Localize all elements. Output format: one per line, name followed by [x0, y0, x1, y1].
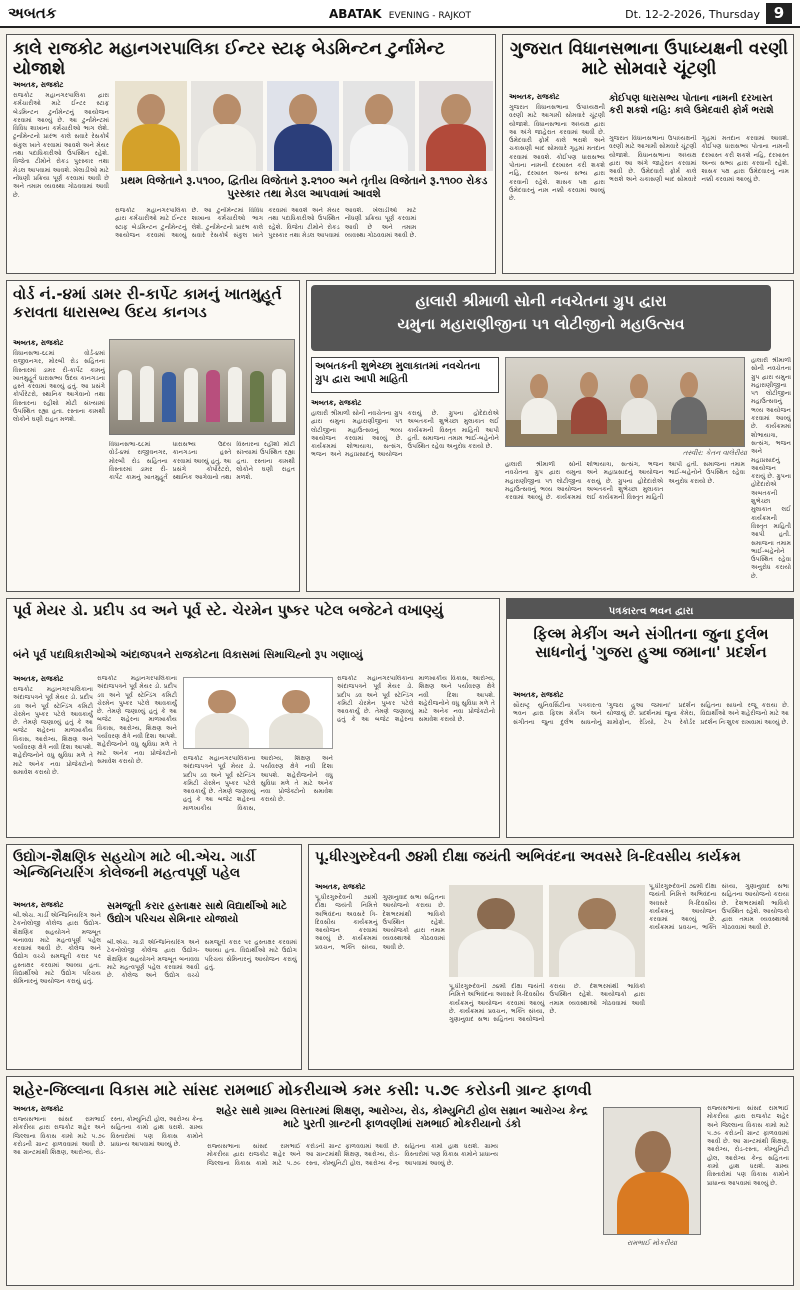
- story-badminton-subhead: પ્રથમ વિજેતાને રૂ.૫૧૦૦, દ્વિતીય વિજેતાને રૂ.૨૧૦૦ અને તૃતીય વિજેતાને રૂ.૧૧૦૦ રોકડ પુરસ્કાર તથા મેડલ આપવામાં આવશે: [120, 175, 488, 201]
- story-navchetna-col: [311, 399, 499, 585]
- story-navchetna-headline-1: હાલારી શ્રીમાળી સોની નવચેતના ગ્રુપ દ્વારા: [415, 292, 667, 310]
- story-mokariya-col: [13, 1105, 203, 1281]
- story-ward-photo: [109, 339, 295, 435]
- story-navchetna-headline-2: યમુના મહારાણીજીના ૫૧ લોટીજીનો મહાઉત્સવ: [397, 315, 685, 333]
- story-budget-body: રાજકોટ મહાનગરપાલિકાના અંદાજપત્રને પૂર્વ મેયર ડો. પ્રદીપ ડવ અને પૂર્વ સ્ટેન્ડિંગ કમિટી ચેરમેન પુષ્કર પટેલે આવકાર્યું છે. તેમણે જણાવ્યું હતું કે આ બજેટ શહેરના માળખાકીય વિકાસ, આરોગ્ય, શિક્ષણ અને પર્યાવરણ ક્ષેત્રે નવી દિશા આપશે. શહેરીજનોને વધુ સુવિધા મળે તે માટે અનેક નવા પ્રોજેક્ટોનો સમાવેશ કરાયો છે.: [13, 686, 93, 776]
- story-navchetna: [306, 280, 794, 592]
- story-mokariya-body-cont: રાજ્યસભાના સાંસદ રામભાઈ મોકરીયા દ્વારા રાજકોટ શહેર અને જિલ્લાના વિકાસ કામો માટે ૫.૭૯ કરોડની ગ્રાન્ટ ફાળવવામાં આવી છે. આ ગ્રાન્ટમાંથી શિક્ષણ, આરોગ્ય, રોડ-રસ્તા, કોમ્યુનિટી હોલ, આરોગ્ય કેન્દ્ર સહિતના કામો હાથ ધરાશે. ગ્રામ્ય વિસ્તારોમાં પણ વિકાસ કામોને પ્રાધાન્ય આપવામાં આવ્યું છે.: [207, 1143, 499, 1167]
- story-navchetna-box: [311, 357, 499, 393]
- masthead-date: Dt. 12-2-2026, Thursday: [625, 8, 760, 21]
- story-dhirgurudev-col: [315, 883, 445, 1065]
- story-budget-portraits: [183, 677, 333, 749]
- story-budget-headline: પૂર્વ મેયર ડો. પ્રદીપ ડવ અને પૂર્વ સ્ટે. ચેરમેન પુષ્કર પટેલ બજેટને વખાણ્યું: [13, 603, 444, 619]
- story-ward-dateline: અબતક, રાજકોટ: [13, 339, 64, 347]
- story-navchetna-right-col: હાલારી શ્રીમાળી સોની નવચેતના ગ્રુપ દ્વારા યમુના મહારાણીજીના ૫૧ લોટીજીના મહાઉત્સવનું ભવ્ય આયોજન કરવામાં આવ્યું છે. કાર્યક્રમમાં શોભાયાત્રા, સત્સંગ, ભજન અને મહાપ્રસાદનું આયોજન કરાયું છે. ગ્રુપના હોદેદારોએ અબતકની શુભેચ્છા મુલાકાત લઈ કાર્યક્રમની વિસ્તૃત માહિતી આપી હતી. સમાજના તમામ ભાઈ-બહેનોને ઉપસ્થિત રહેવા અનુરોધ કરાયો છે.: [751, 357, 791, 580]
- story-badminton-left-col: [13, 81, 109, 267]
- story-budget: [6, 598, 500, 838]
- story-badminton: [6, 34, 496, 274]
- story-ward: [6, 280, 300, 592]
- story-navchetna-banner: [311, 285, 771, 351]
- story-assembly-headline: ગુજરાત વિધાનસભાના ઉપાધ્યક્ષની વરણી માટે સોમવારે ચૂંટણી: [510, 39, 788, 80]
- page-number: 9: [766, 3, 792, 24]
- story-assembly-body-cont: ગુજરાત વિધાનસભાના ઉપાધ્યક્ષની વરણી માટે આગામી સોમવારે ચૂંટણી યોજાશે. વિધાનસભાના અધ્યક્ષ દ્વારા આ અંગે જાહેરાત કરવામાં આવી છે. ઉમેદવારી ફોર્મ કાલે ભરાશે અને ચકાસણી બાદ સોમવારે ગૃહમાં મતદાન કરવામાં આવશે. કોઈપણ ધારાસભ્ય પોતાના નામની દરખાસ્ત કરી શકશે નહિ, દરખાસ્ત અન્ય સભ્ય દ્વારા કરવાની રહેશે. શાસક પક્ષ દ્વારા ઉમેદવારનું નામ નક્કી કરવામાં આવ્યું છે.: [609, 135, 789, 184]
- story-ward-body-cont: વિધાનસભા-૬૮માં વોર્ડ-૪માં રાજીવનગર, મોરબી રોડ સહિતના વિસ્તારમાં ડામર રી-કાર્પેટ કામનું ખાતમુહૂર્ત ધારાસભ્ય ઉદય કાનગડના હસ્તે કરવામાં આવ્યું હતું. આ પ્રસંગે કોર્પોરેટરો, સ્થાનિક આગેવાનો તથા વિસ્તારના રહીશો મોટી સંખ્યામાં ઉપસ્થિત રહ્યા હતા. રસ્તાના કામથી લોકોને ઘણી રાહત મળશે.: [109, 441, 295, 482]
- masthead-title-text: ABATAK: [328, 7, 382, 21]
- story-gardi-headline: ઉદ્યોગ-શૈક્ષણિક સહયોગ માટે બી.એચ. ગાર્ડી એન્જિનિયરિંગ કોલેજની મહત્વપૂર્ણ પહેલ: [13, 849, 255, 882]
- story-exhibition-col: [513, 691, 789, 833]
- story-mokariya: [6, 1076, 794, 1286]
- story-gardi-body-cont: બી.એચ. ગાર્ડી એન્જિનિયરિંગ અને ટેકનોલોજી કોલેજ દ્વારા ઉદ્યોગ-શૈક્ષણિક સહયોગને મજબૂત બનાવવા માટે મહત્વપૂર્ણ પહેલ કરવામાં આવી છે. કોલેજ અને ઉદ્યોગ વચ્ચે સમજૂતી કરાર પર હસ્તાક્ષર કરવામાં આવ્યા હતા. વિદ્યાર્થીઓ માટે ઉદ્યોગ પરિચય સેમિનારનું આયોજન કરાયું હતું.: [107, 939, 297, 980]
- story-exhibition-dateline: અબતક, રાજકોટ: [513, 691, 564, 699]
- story-dhirgurudev: [308, 844, 794, 1070]
- story-exhibition-kicker: [507, 599, 794, 619]
- story-budget-dateline: અબતક, રાજકોટ: [13, 675, 64, 683]
- story-mokariya-photo: [603, 1107, 701, 1235]
- story-budget-body-right: રાજકોટ મહાનગરપાલિકાના અંદાજપત્રને પૂર્વ મેયર ડો. પ્રદીપ ડવ અને પૂર્વ સ્ટેન્ડિંગ કમિટી ચેરમેન પુષ્કર પટેલે આવકાર્યું છે. તેમણે જણાવ્યું હતું કે આ બજેટ શહેરના માળખાકીય વિકાસ, આરોગ્ય, શિક્ષણ અને પર્યાવરણ ક્ષેત્રે નવી દિશા આપશે. શહેરીજનોને વધુ સુવિધા મળે તે માટે અનેક નવા પ્રોજેક્ટોનો સમાવેશ કરાયો છે.: [337, 675, 495, 724]
- story-assembly-dateline: અબતક, રાજકોટ: [509, 93, 560, 101]
- story-assembly-subhead: કોઈપણ ધારાસભ્ય પોતાના નામની દરખાસ્ત કરી શકશે નહિ: કાલે ઉમેદવારી ફોર્મ ભરાશે: [609, 93, 774, 116]
- portrait-photo: [419, 81, 493, 171]
- story-badminton-body-cont: રાજકોટ મહાનગરપાલિકા દ્વારા કર્મચારીઓ માટે ઈન્ટર સ્ટાફ બેડમિન્ટન ટુર્નામેન્ટનું આયોજન કરવામાં આવ્યું છે. આ ટુર્નામેન્ટમાં વિવિધ શાખાના કર્મચારીઓ ભાગ લેશે. ટુર્નામેન્ટનો પ્રારંભ કાલે સવારે રેસકોર્ષ સંકુલ ખાતે કરવામાં આવશે અને મેયર તથા પદાધિકારીઓ ઉપસ્થિત રહેશે. વિજેતા ટીમોને રોકડ પુરસ્કાર તથા મેડલ આપવામાં આવશે. ખેલાડીઓ માટે નોંધણી પ્રક્રિયા પૂર્ણ કરવામાં આવી છે અને તમામ વ્યવસ્થા ગોઠવવામાં આવી છે.: [115, 207, 417, 239]
- story-mokariya-headline: શહેર-જિલ્લાના વિકાસ માટે સાંસદ રામભાઈ મોકરીયાએ કમર કસી: ૫.૭૯ કરોડની ગ્રાન્ટ ફાળવી: [13, 1081, 592, 1099]
- story-mokariya-subhead: શહેર સાથે ગ્રામ્ય વિસ્તારમાં શિક્ષણ, આરોગ્ય, રોડ, કોમ્યુનિટી હોલ સમ્રાન આરોગ્ય કેન્દ્ર માટે પુરતી ગ્રાન્ટની ફાળવણીમાં રામભાઈ મોકરીયાનો ડંકો: [216, 1105, 588, 1131]
- story-exhibition-body: સૌરાષ્ટ્ર યુનિવર્સિટીના પત્રકારત્વ ભવન દ્વારા ફિલ્મ મેકીંગ અને સંગીતના જુના દુર્લભ સાધનોનું 'ગુજરા હુઆ જમાના' પ્રદર્શન યોજાયું છે. પ્રદર્શનમાં જુના કેમેરા, ગ્રામોફોન, રેડિયો, ટેપ રેકોર્ડર સહિતના સાધનો રજૂ કરાયા છે. વિદ્યાર્થીઓ અને શહેરીજનો માટે આ પ્રદર્શન નિઃશુલ્ક રાખવામાં આવ્યું છે.: [513, 702, 789, 726]
- story-budget-subhead: બંને પૂર્વ પદાધિકારીઓએ અંદાજપત્રને રાજકોટના વિકાસમાં સિમાચિહ્નો રૂપ ગણાવ્યું: [13, 649, 363, 661]
- story-budget-body-cont: રાજકોટ મહાનગરપાલિકાના અંદાજપત્રને પૂર્વ મેયર ડો. પ્રદીપ ડવ અને પૂર્વ સ્ટેન્ડિંગ કમિટી ચેરમેન પુષ્કર પટેલે આવકાર્યું છે. તેમણે જણાવ્યું હતું કે આ બજેટ શહેરના માળખાકીય વિકાસ, આરોગ્ય, શિક્ષણ અને પર્યાવરણ ક્ષેત્રે નવી દિશા આપશે. શહેરીજનોને વધુ સુવિધા મળે તે માટે અનેક નવા પ્રોજેક્ટોનો સમાવેશ કરાયો છે.: [183, 755, 333, 812]
- story-navchetna-body-cont: હાલારી શ્રીમાળી સોની નવચેતના ગ્રુપ દ્વારા યમુના મહારાણીજીના ૫૧ લોટીજીના મહાઉત્સવનું ભવ્ય આયોજન કરવામાં આવ્યું છે. કાર્યક્રમમાં શોભાયાત્રા, સત્સંગ, ભજન અને મહાપ્રસાદનું આયોજન કરાયું છે. ગ્રુપના હોદેદારોએ અબતકની શુભેચ્છા મુલાકાત લઈ કાર્યક્રમની વિસ્તૃત માહિતી આપી હતી. સમાજના તમામ ભાઈ-બહેનોને ઉપસ્થિત રહેવા અનુરોધ કરાયો છે.: [505, 461, 745, 502]
- story-dhirgurudev-body: પૂ.ધીરગુરુદેવની ૭૪મી દીક્ષા જયંતી નિમિત્તે અભિવંદના અવસરે ત્રિ-દિવસીય કાર્યક્રમનું આયોજન કરવામાં આવ્યું છે. કાર્યક્રમમાં પ્રવચન, ભક્તિ સંધ્યા, ગુણાનુવાદ સભા સહિતના આયોજનો કરાયા છે. દેશભરમાંથી ભાવિકો ઉપસ્થિત રહેશે. આયોજકો દ્વારા તમામ વ્યવસ્થાઓ ગોઠવવામાં આવી છે.: [315, 894, 445, 951]
- story-navchetna-dateline: અબતક, રાજકોટ: [311, 399, 362, 407]
- story-ward-col: [13, 339, 105, 585]
- story-gardi-subhead: સમજૂતી કરાર હસ્તાક્ષર સાથે વિદ્યાર્થીઓ માટે ઉદ્યોગ પરિચય સેમિનાર યોજાયો: [107, 901, 287, 925]
- portrait-photo: [115, 81, 187, 171]
- story-dhirgurudev-body-cont: પૂ.ધીરગુરુદેવની ૭૪મી દીક્ષા જયંતી નિમિત્તે અભિવંદના અવસરે ત્રિ-દિવસીય કાર્યક્રમનું આયોજન કરવામાં આવ્યું છે. કાર્યક્રમમાં પ્રવચન, ભક્તિ સંધ્યા, ગુણાનુવાદ સભા સહિતના આયોજનો કરાયા છે. દેશભરમાંથી ભાવિકો ઉપસ્થિત રહેશે. આયોજકો દ્વારા તમામ વ્યવસ્થાઓ ગોઠવવામાં આવી છે.: [449, 983, 645, 1024]
- masthead: [0, 0, 800, 28]
- story-dhirgurudev-portraits: [449, 885, 645, 977]
- story-dhirgurudev-body-right: પૂ.ધીરગુરુદેવની ૭૪મી દીક્ષા જયંતી નિમિત્તે અભિવંદના અવસરે ત્રિ-દિવસીય કાર્યક્રમનું આયોજન કરવામાં આવ્યું છે. કાર્યક્રમમાં પ્રવચન, ભક્તિ સંધ્યા, ગુણાનુવાદ સભા સહિતના આયોજનો કરાયા છે. દેશભરમાંથી ભાવિકો ઉપસ્થિત રહેશે. આયોજકો દ્વારા તમામ વ્યવસ્થાઓ ગોઠવવામાં આવી છે.: [649, 883, 789, 932]
- story-navchetna-photo-caption: તસ્વીર: કેતન વાલેરીયા: [682, 449, 747, 457]
- portrait-photo: [449, 885, 543, 977]
- masthead-edition: EVENING - RAJKOT: [388, 11, 472, 21]
- story-badminton-portraits: [115, 81, 493, 171]
- story-assembly-body: ગુજરાત વિધાનસભાના ઉપાધ્યક્ષની વરણી માટે આગામી સોમવારે ચૂંટણી યોજાશે. વિધાનસભાના અધ્યક્ષ દ્વારા આ અંગે જાહેરાત કરવામાં આવી છે. ઉમેદવારી ફોર્મ કાલે ભરાશે અને ચકાસણી બાદ સોમવારે ગૃહમાં મતદાન કરવામાં આવશે. કોઈપણ ધારાસભ્ય પોતાના નામની દરખાસ્ત કરી શકશે નહિ, દરખાસ્ત અન્ય સભ્ય દ્વારા કરવાની રહેશે. શાસક પક્ષ દ્વારા ઉમેદવારનું નામ નક્કી કરવામાં આવ્યું છે.: [509, 104, 605, 203]
- portrait-photo: [262, 680, 330, 748]
- story-assembly: [502, 34, 794, 274]
- story-badminton-headline: કાલે રાજકોટ મહાનગરપાલિકા ઈન્ટર સ્ટાફ બેડમિન્ટન ટુર્નામેન્ટ યોજાશે: [13, 39, 445, 80]
- portrait-photo: [343, 81, 415, 171]
- story-exhibition: [506, 598, 794, 838]
- story-navchetna-photo: [505, 357, 745, 447]
- story-exhibition-headline: ફિલ્મ મેકીંગ અને સંગીતના જુના દુર્લભ સાધનોનું 'ગુજરા હુઆ જમાના' પ્રદર્શન: [533, 625, 769, 661]
- story-dhirgurudev-dateline: અબતક, રાજકોટ: [315, 883, 366, 891]
- portrait-photo: [549, 885, 645, 977]
- story-budget-body-mid: રાજકોટ મહાનગરપાલિકાના અંદાજપત્રને પૂર્વ મેયર ડો. પ્રદીપ ડવ અને પૂર્વ સ્ટેન્ડિંગ કમિટી ચેરમેન પુષ્કર પટેલે આવકાર્યું છે. તેમણે જણાવ્યું હતું કે આ બજેટ શહેરના માળખાકીય વિકાસ, આરોગ્ય, શિક્ષણ અને પર્યાવરણ ક્ષેત્રે નવી દિશા આપશે. શહેરીજનોને વધુ સુવિધા મળે તે માટે અનેક નવા પ્રોજેક્ટોનો સમાવેશ કરાયો છે.: [97, 675, 177, 765]
- portrait-photo: [267, 81, 339, 171]
- story-navchetna-box-title: અબતકની શુભેચ્છા મુલાકાતમાં નવચેતના ગ્રુપ દ્વારા આપી માહિતી: [315, 361, 481, 385]
- story-gardi-col: [13, 901, 101, 1065]
- portrait-photo: [191, 81, 263, 171]
- story-exhibition-kicker-text: પત્રકારત્વ ભવન દ્વારા: [608, 606, 694, 617]
- story-gardi-body: બી.એચ. ગાર્ડી એન્જિનિયરિંગ અને ટેકનોલોજી કોલેજ દ્વારા ઉદ્યોગ-શૈક્ષણિક સહયોગને મજબૂત બનાવવા માટે મહત્વપૂર્ણ પહેલ કરવામાં આવી છે. કોલેજ અને ઉદ્યોગ વચ્ચે સમજૂતી કરાર પર હસ્તાક્ષર કરવામાં આવ્યા હતા. વિદ્યાર્થીઓ માટે ઉદ્યોગ પરિચય સેમિનારનું આયોજન કરાયું હતું.: [13, 912, 101, 986]
- story-gardi-dateline: અબતક, રાજકોટ: [13, 901, 64, 909]
- story-mokariya-dateline: અબતક, રાજકોટ: [13, 1105, 64, 1113]
- story-ward-headline: વોર્ડ નં.-૪માં ડામર રી-કાર્પેટ કામનું ખાતમુહૂર્ત કરાવતા ધારાસભ્ય ઉદય કાનગડ: [13, 285, 282, 321]
- story-mokariya-photo-caption: રામભાઈ મોકરીયા: [627, 1239, 677, 1247]
- story-budget-col: [13, 675, 93, 833]
- story-dhirgurudev-headline: પૂ.ધીરગુરુદેવની ૭૪મી દીક્ષા જયંતી અભિવંદના અવસરે ત્રિ-દિવસીય કાર્યક્રમ: [315, 849, 741, 865]
- story-badminton-dateline: અબતક, રાજકોટ: [13, 81, 64, 89]
- story-gardi: [6, 844, 302, 1070]
- story-mokariya-body: રાજ્યસભાના સાંસદ રામભાઈ મોકરીયા દ્વારા રાજકોટ શહેર અને જિલ્લાના વિકાસ કામો માટે ૫.૭૯ કરોડની ગ્રાન્ટ ફાળવવામાં આવી છે. આ ગ્રાન્ટમાંથી શિક્ષણ, આરોગ્ય, રોડ-રસ્તા, કોમ્યુનિટી હોલ, આરોગ્ય કેન્દ્ર સહિતના કામો હાથ ધરાશે. ગ્રામ્ય વિસ્તારોમાં પણ વિકાસ કામોને પ્રાધાન્ય આપવામાં આવ્યું છે.: [13, 1116, 203, 1157]
- story-navchetna-body: હાલારી શ્રીમાળી સોની નવચેતના ગ્રુપ દ્વારા યમુના મહારાણીજીના ૫૧ લોટીજીના મહાઉત્સવનું ભવ્ય આયોજન કરવામાં આવ્યું છે. કાર્યક્રમમાં શોભાયાત્રા, સત્સંગ, ભજન અને મહાપ્રસાદનું આયોજન કરાયું છે. ગ્રુપના હોદેદારોએ અબતકની શુભેચ્છા મુલાકાત લઈ કાર્યક્રમની વિસ્તૃત માહિતી આપી હતી. સમાજના તમામ ભાઈ-બહેનોને ઉપસ્થિત રહેવા અનુરોધ કરાયો છે.: [311, 410, 499, 459]
- story-ward-body: વિધાનસભા-૬૮માં વોર્ડ-૪માં રાજીવનગર, મોરબી રોડ સહિતના વિસ્તારમાં ડામર રી-કાર્પેટ કામનું ખાતમુહૂર્ત ધારાસભ્ય ઉદય કાનગડના હસ્તે કરવામાં આવ્યું હતું. આ પ્રસંગે કોર્પોરેટરો, સ્થાનિક આગેવાનો તથા વિસ્તારના રહીશો મોટી સંખ્યામાં ઉપસ્થિત રહ્યા હતા. રસ્તાના કામથી લોકોને ઘણી રાહત મળશે.: [13, 350, 105, 424]
- portrait-photo: [188, 680, 256, 748]
- story-badminton-body: રાજકોટ મહાનગરપાલિકા દ્વારા કર્મચારીઓ માટે ઈન્ટર સ્ટાફ બેડમિન્ટન ટુર્નામેન્ટનું આયોજન કરવામાં આવ્યું છે. આ ટુર્નામેન્ટમાં વિવિધ શાખાના કર્મચારીઓ ભાગ લેશે. ટુર્નામેન્ટનો પ્રારંભ કાલે સવારે રેસકોર્ષ સંકુલ ખાતે કરવામાં આવશે અને મેયર તથા પદાધિકારીઓ ઉપસ્થિત રહેશે. વિજેતા ટીમોને રોકડ પુરસ્કાર તથા મેડલ આપવામાં આવશે. ખેલાડીઓ માટે નોંધણી પ્રક્રિયા પૂર્ણ કરવામાં આવી છે અને તમામ વ્યવસ્થા ગોઠવવામાં આવી છે.: [13, 92, 109, 199]
- story-assembly-col: [509, 93, 605, 269]
- story-mokariya-body-right: રાજ્યસભાના સાંસદ રામભાઈ મોકરીયા દ્વારા રાજકોટ શહેર અને જિલ્લાના વિકાસ કામો માટે ૫.૭૯ કરોડની ગ્રાન્ટ ફાળવવામાં આવી છે. આ ગ્રાન્ટમાંથી શિક્ષણ, આરોગ્ય, રોડ-રસ્તા, કોમ્યુનિટી હોલ, આરોગ્ય કેન્દ્ર સહિતના કામો હાથ ધરાશે. ગ્રામ્ય વિસ્તારોમાં પણ વિકાસ કામોને પ્રાધાન્ય આપવામાં આવ્યું છે.: [707, 1105, 789, 1187]
- masthead-logo: અબતક: [8, 4, 57, 22]
